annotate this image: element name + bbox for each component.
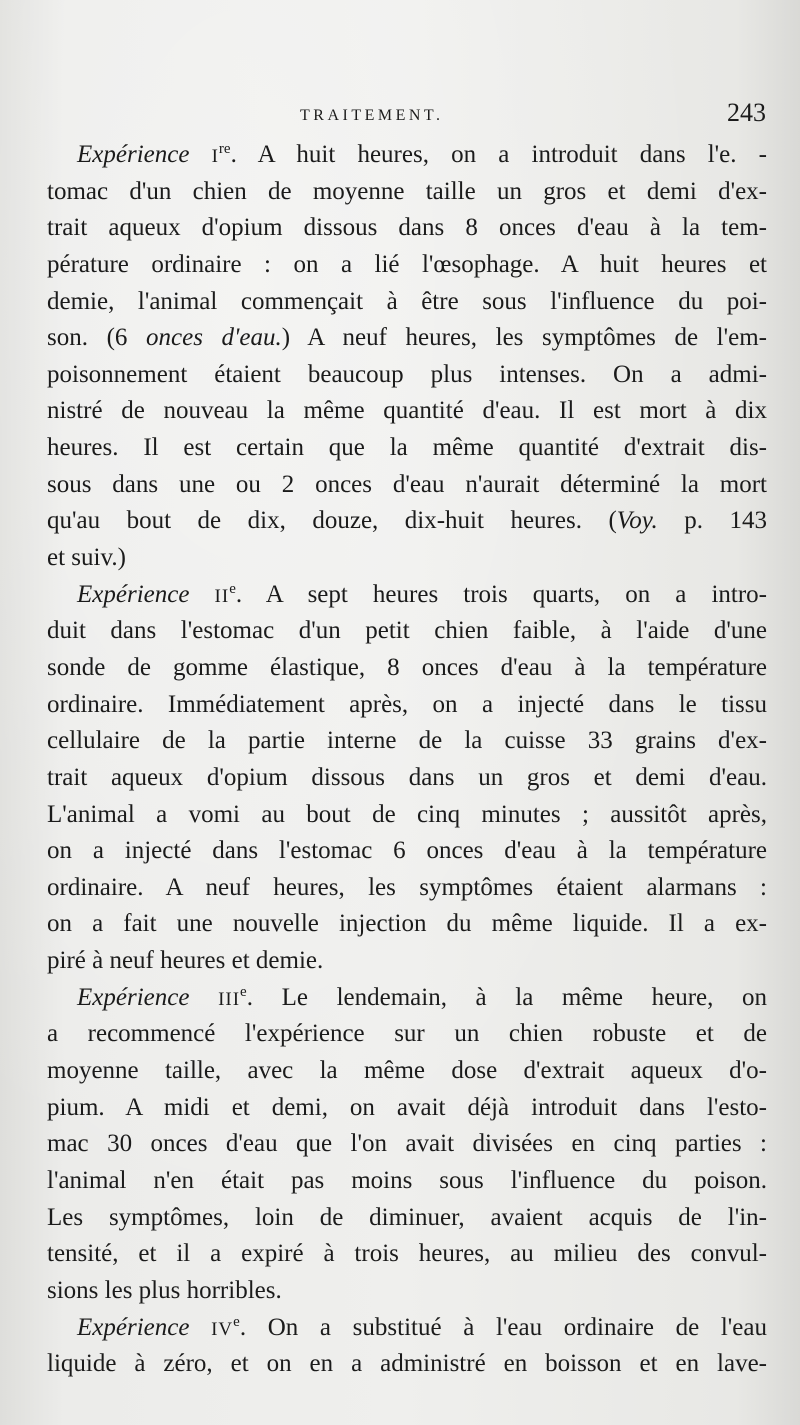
text-line: liquide à zéro, et on en a administré en boisson et en lave- bbox=[47, 1350, 767, 1378]
text-line: on a injecté dans l'estomac 6 onces d'eau à la température bbox=[47, 837, 767, 865]
page-number: 243 bbox=[727, 98, 766, 127]
text-line: trait aqueux d'opium dissous dans 8 onces d'eau à la tem- bbox=[47, 214, 767, 242]
text-line: pérature ordinaire : on a lié l'œsophage. A huit heures et bbox=[47, 250, 767, 278]
line-text: . A huit heures, on a introduit dans l'e. - bbox=[230, 141, 767, 168]
text-line: pium. A midi et demi, on avait déjà introduit dans l'esto- bbox=[47, 1093, 767, 1121]
text-line: cellulaire de la partie interne de la cuisse 33 grains d'ex- bbox=[47, 727, 767, 755]
text-line bbox=[47, 1310, 767, 1347]
italic-text: onces d'eau. bbox=[146, 324, 282, 352]
text-line bbox=[47, 577, 767, 614]
experiment-label: Expérience bbox=[77, 983, 190, 1011]
text-line: sions les plus horribles. bbox=[47, 1276, 282, 1304]
text-line: heures. Il est certain que la même quantité d'extrait dis- bbox=[47, 434, 767, 462]
text-line: on a fait une nouvelle injection du même liquide. Il a ex- bbox=[47, 910, 767, 938]
text-line: poisonnement étaient beaucoup plus intenses. On a admi- bbox=[47, 360, 767, 388]
line-text: ) A neuf heures, les symptômes de l'em- bbox=[281, 324, 767, 352]
text-line: tomac d'un chien de moyenne taille un gros et demi d'ex- bbox=[47, 177, 767, 205]
ordinal-suffix: e bbox=[229, 580, 236, 597]
line-text: qu'au bout de dix, douze, dix-huit heures. ( bbox=[47, 507, 617, 535]
experiment-label: Expérience bbox=[77, 1313, 190, 1341]
line-text: . A sept heures trois quarts, on a intro- bbox=[235, 580, 767, 608]
text-line: sonde de gomme élastique, 8 onces d'eau à la température bbox=[47, 653, 767, 681]
text-line: ordinaire. Immédiatement après, on a injecté dans le tissu bbox=[47, 690, 767, 718]
text-line: mac 30 onces d'eau que l'on avait divisées en cinq parties : bbox=[47, 1130, 767, 1158]
body-text bbox=[47, 137, 767, 1383]
text-line bbox=[47, 320, 767, 357]
text-line: demie, l'animal commençait à être sous l'influence du poi- bbox=[47, 287, 767, 315]
line-text: . Le lendemain, à la même heure, on bbox=[246, 983, 767, 1011]
experiment-label: Expérience bbox=[77, 141, 190, 168]
text-line: ordinaire. A neuf heures, les symptômes étaient alarmans : bbox=[47, 873, 767, 901]
text-line: tensité, et il a expiré à trois heures, au milieu des convul- bbox=[47, 1240, 767, 1268]
text-line: nistré de nouveau la même quantité d'eau. Il est mort à dix bbox=[47, 397, 767, 425]
experiment-label: Expérience bbox=[77, 580, 190, 608]
text-line: a recommencé l'expérience sur un chien robuste et de bbox=[47, 1020, 767, 1048]
experiment-number: II bbox=[214, 585, 230, 607]
ordinal-suffix: e bbox=[240, 983, 247, 1000]
line-text: son. (6 bbox=[47, 324, 146, 352]
text-line: piré à neuf heures et demie. bbox=[47, 947, 324, 975]
ordinal-suffix: e bbox=[233, 1313, 240, 1330]
text-line: l'animal n'en était pas moins sous l'influence du poison. bbox=[47, 1166, 767, 1194]
text-line bbox=[47, 137, 767, 174]
text-line: moyenne taille, avec la même dose d'extrait aqueux d'o- bbox=[47, 1057, 767, 1085]
line-text: . On a substitué à l'eau ordinaire de l'eau bbox=[239, 1313, 767, 1341]
line-text: p. 143 bbox=[657, 507, 767, 535]
text-line bbox=[47, 503, 767, 540]
text-line: duit dans l'estomac d'un petit chien faible, à l'aide d'une bbox=[47, 617, 767, 645]
page-header bbox=[48, 98, 766, 134]
text-line: trait aqueux d'opium dissous dans un gros et demi d'eau. bbox=[47, 763, 767, 791]
text-line: et suiv.) bbox=[47, 544, 126, 572]
text-line: sous dans une ou 2 onces d'eau n'aurait déterminé la mort bbox=[47, 470, 767, 498]
experiment-number: IV bbox=[211, 1318, 234, 1340]
text-line: L'animal a vomi au bout de cinq minutes ; aussitôt après, bbox=[47, 800, 767, 828]
experiment-number: I bbox=[211, 146, 219, 167]
text-line bbox=[47, 980, 767, 1017]
ordinal-suffix: re bbox=[218, 141, 231, 157]
running-title: TRAITEMENT. bbox=[300, 107, 444, 124]
experiment-number: III bbox=[218, 988, 241, 1010]
text-line: Les symptômes, loin de diminuer, avaient acquis de l'in- bbox=[47, 1203, 767, 1231]
italic-text: Voy. bbox=[616, 507, 658, 535]
